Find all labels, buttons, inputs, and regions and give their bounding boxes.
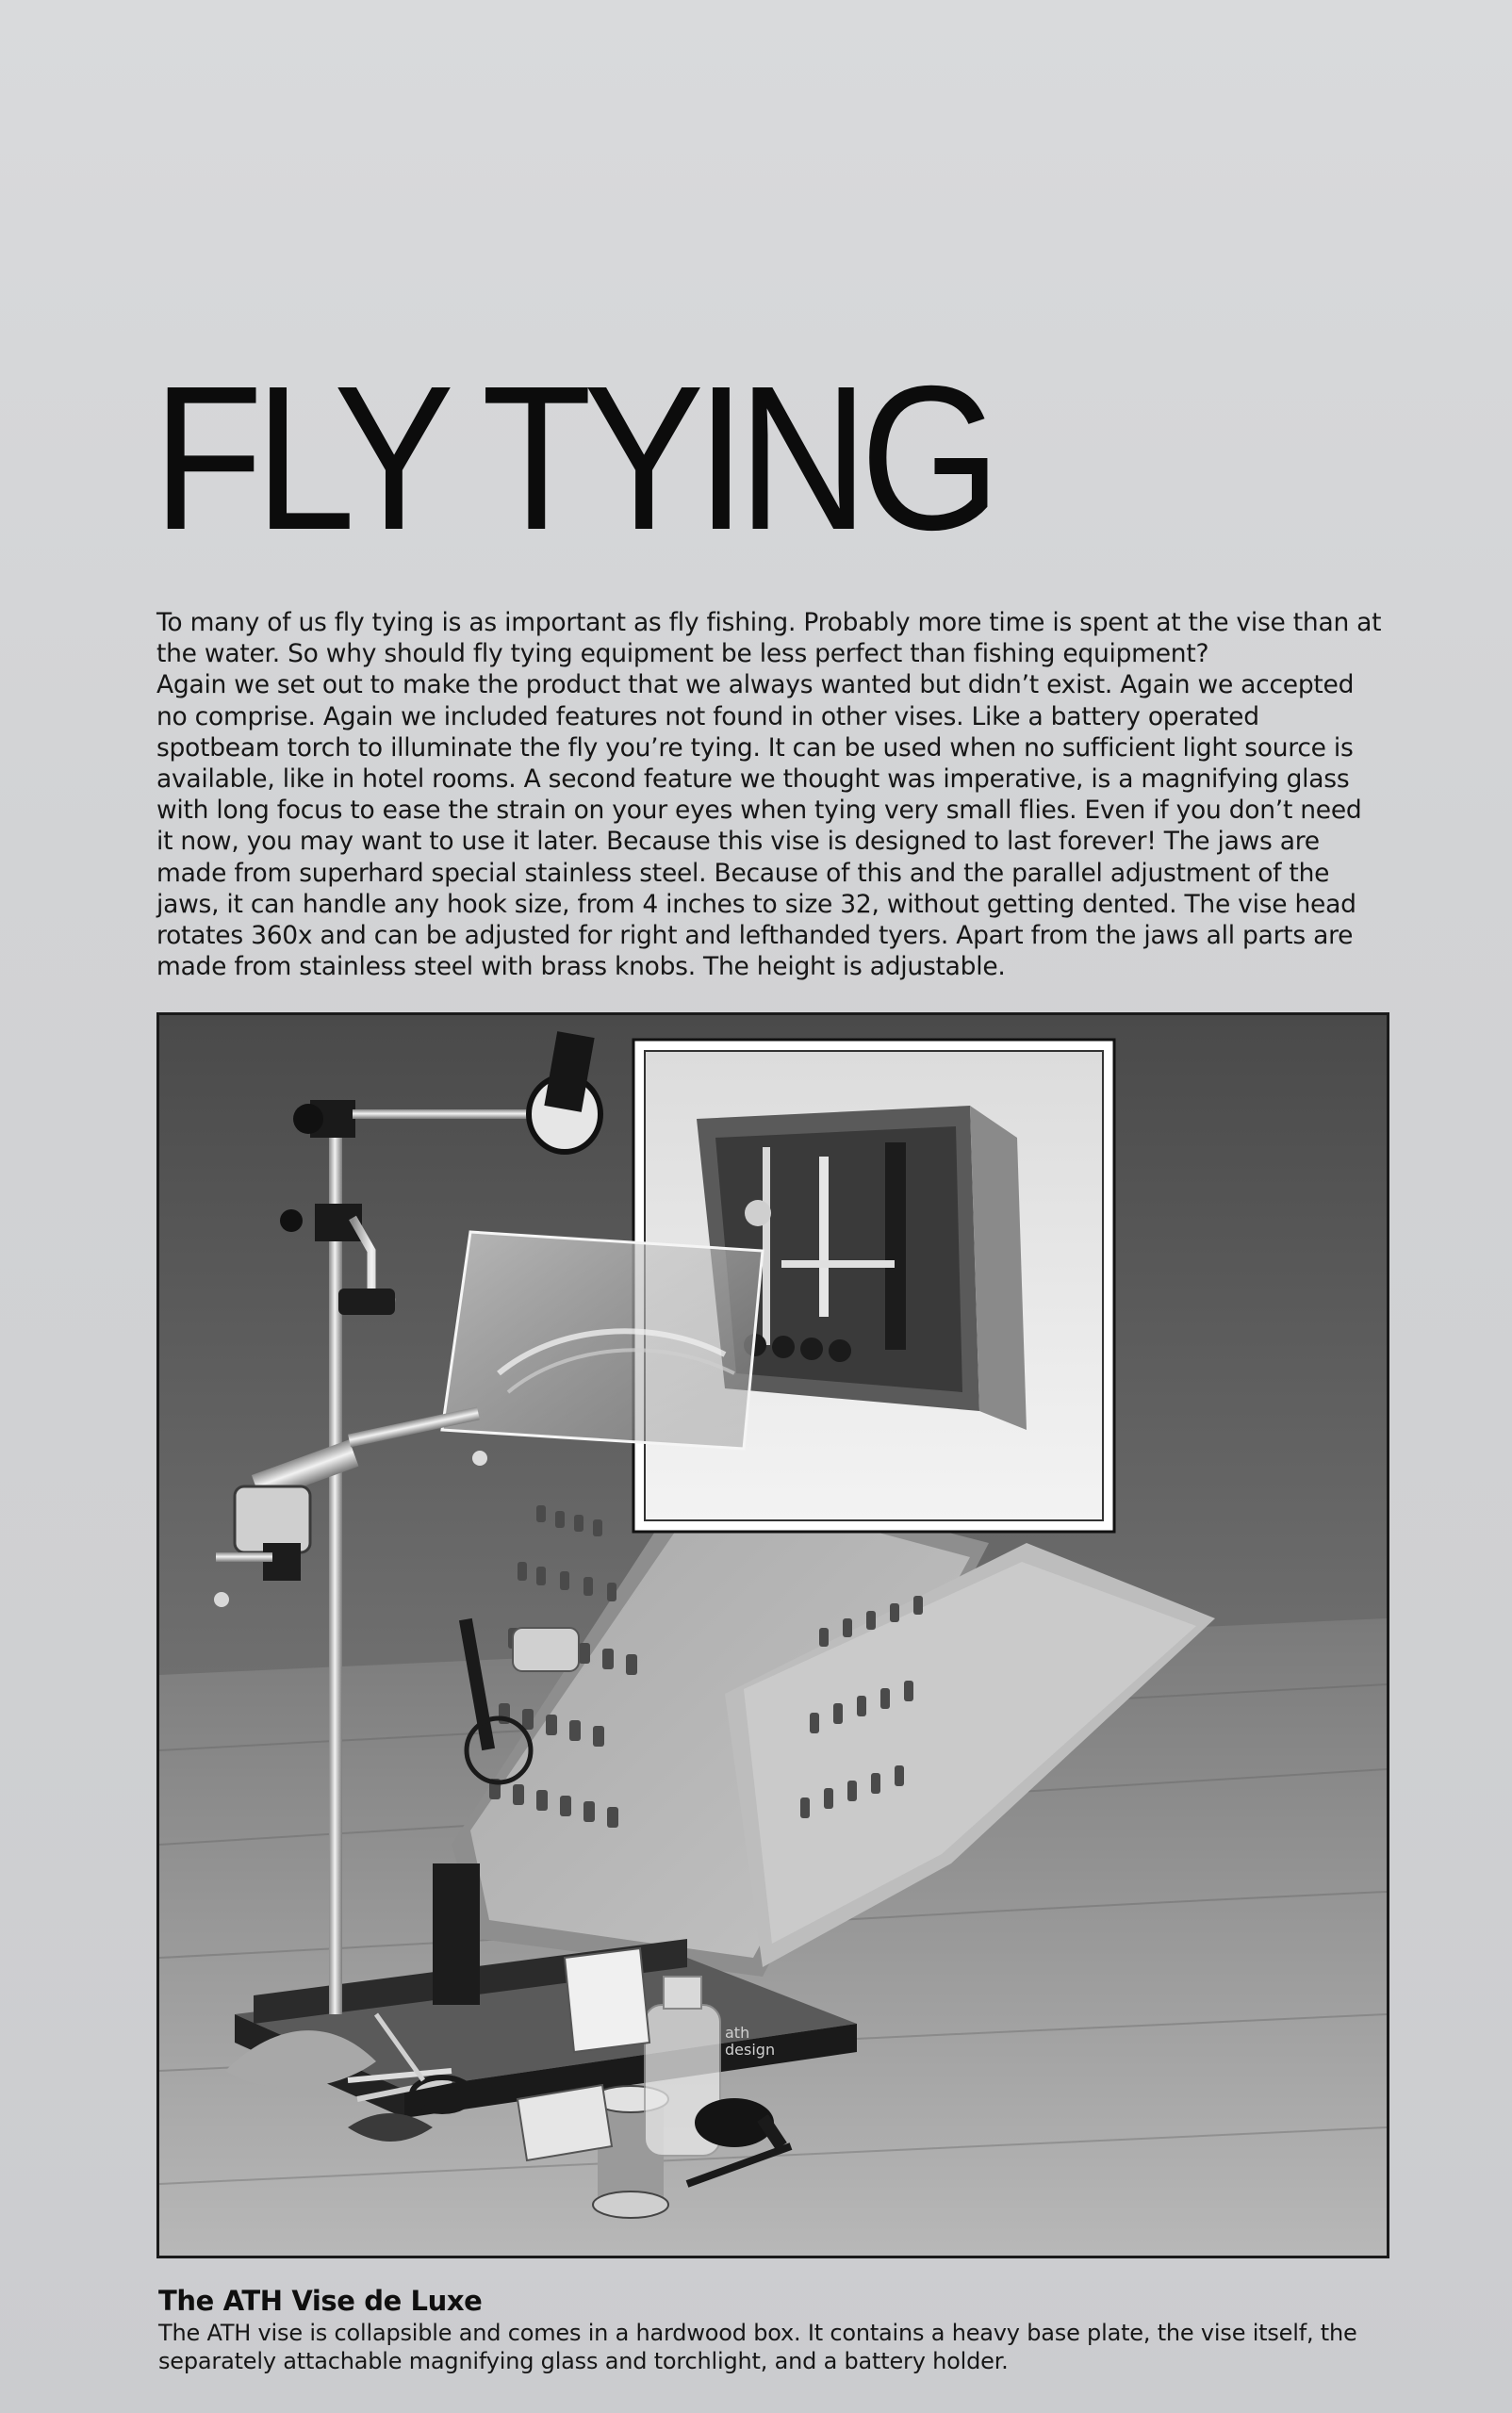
intro-paragraph-2: Again we set out to make the product that we always wanted but didn’t exist. Again we accepted no comprise. Again we included features not found in other vises. Like a battery operated spotbeam torch to illuminate the fly you’re tying. It can be used when no sufficient light source is available, like in hotel rooms. A second feature we thought was imperative, is a magnifying glass with long focus to ease the strain on your eyes when tying very small flies. Even if you don’t need it now, you may want to use it later. Because this vise is designed to last forever! The jaws are made from superhard special stainless steel. Because of this and the parallel adjustment of the jaws, it can handle any hook size, from 4 inches to size 32, without getting dented. The vise head rotates 360x and can be adjusted for right and lefthanded tyers. Apart from the jaws all parts are made from stainless steel with brass knobs. The height is adjustable. (156, 670, 1362, 982)
base-logo: ath design (725, 2024, 776, 2059)
product-photo-illustration (159, 1015, 1387, 2256)
caption-title: The ATH Vise de Luxe (158, 2285, 483, 2317)
intro-text (156, 607, 1382, 982)
caption-text: The ATH vise is collapsible and comes in a hardwood box. It contains a heavy base plate, the vise itself, the separately attachable magnifying glass and torchlight, and a battery holder. (158, 2320, 1357, 2374)
intro-paragraph-1: To many of us fly tying is as important as fly fishing. Probably more time is spent at the vise than at the water. So why should fly tying equipment be less perfect than fishing equipment? (156, 608, 1382, 669)
product-photo (156, 1012, 1389, 2258)
page-title: FLY TYING (153, 344, 993, 573)
